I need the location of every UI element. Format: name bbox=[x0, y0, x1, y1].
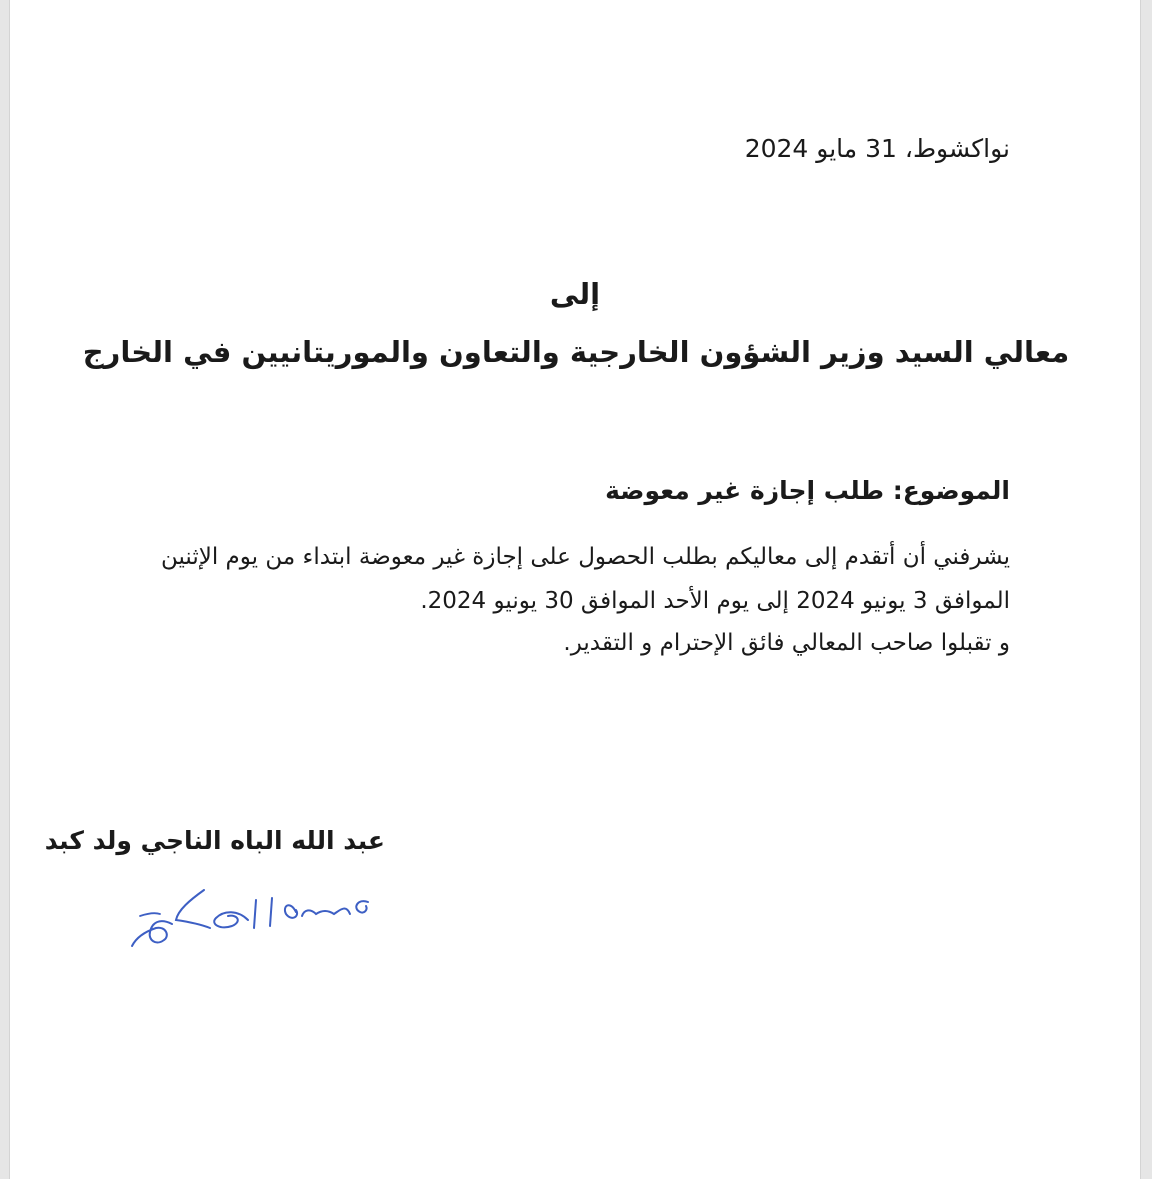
handwritten-signature bbox=[120, 880, 390, 970]
letter-body: يشرفني أن أتقدم إلى معاليكم بطلب الحصول على إجازة غير معوضة ابتداء من يوم الإثنين الموافق 3 يونيو 2024 إلى يوم الأحد الموافق 30 يونيو 2024. bbox=[160, 544, 1010, 614]
letter-page bbox=[9, 0, 1141, 1179]
closing-line: و تقبلوا صاحب المعالي فائق الإحترام و التقدير. bbox=[563, 630, 1010, 656]
recipient: معالي السيد وزير الشؤون الخارجية والتعاون والموريتانيين في الخارج bbox=[82, 335, 1070, 369]
place-date: نواكشوط، 31 مايو 2024 bbox=[744, 134, 1010, 163]
subject-line: الموضوع: طلب إجازة غير معوضة bbox=[605, 476, 1010, 505]
to-label: إلى bbox=[549, 277, 601, 311]
sender-name: عبد الله الباه الناجي ولد كبد bbox=[44, 826, 385, 855]
